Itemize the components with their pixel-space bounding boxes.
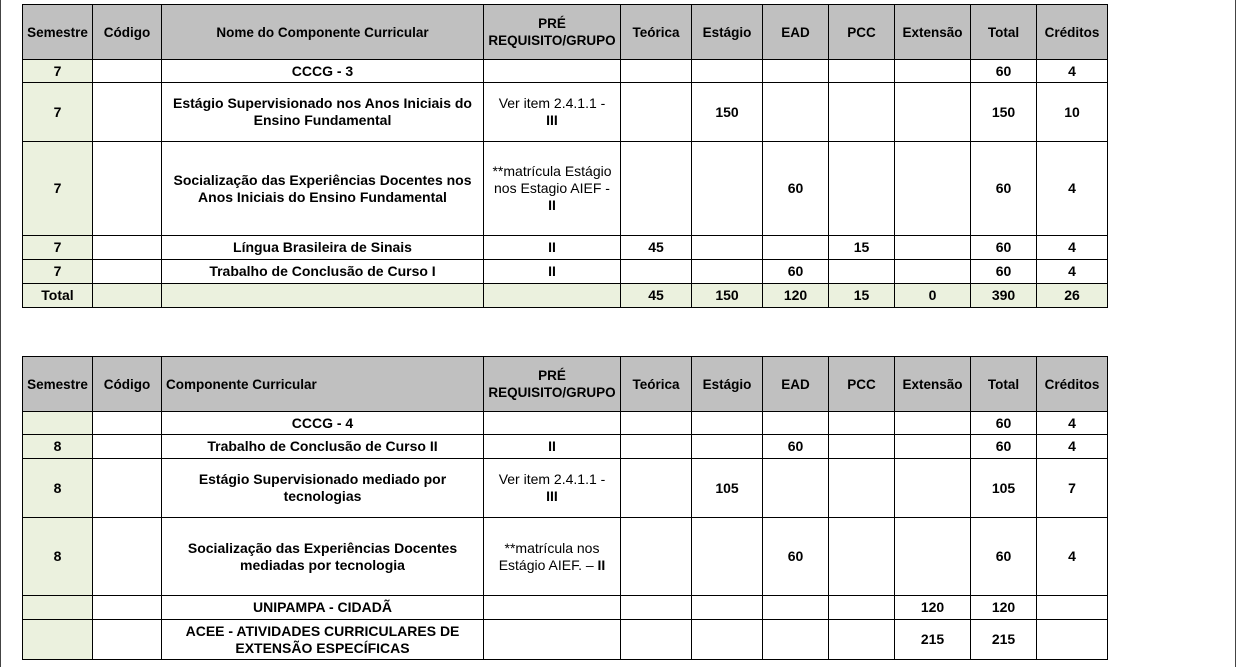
cell-componente: Estágio Supervisionado nos Anos Iniciais do Ensino Fundamental [162,83,484,142]
cell-semestre: 7 [23,83,93,142]
cell-codigo [93,412,162,435]
header-teorica: Teórica [621,357,692,412]
cell-componente: Estágio Supervisionado mediado por tecnologias [162,459,484,518]
cell-creditos: 4 [1037,142,1108,236]
cell-pcc [829,412,895,435]
cell-estagio [692,435,763,459]
cell-ead [763,83,829,142]
pre-requisito-grupo: III [546,112,558,128]
cell-componente: Trabalho de Conclusão de Curso II [162,435,484,459]
cell-codigo [93,260,162,284]
header-ead: EAD [763,357,829,412]
cell-total: 60 [971,435,1037,459]
table-row [23,518,1108,596]
cell-creditos [1037,596,1108,620]
cell-teorica [621,60,692,83]
cell-pcc [829,596,895,620]
table-row [23,236,1108,260]
cell-pcc: 15 [829,236,895,260]
cell-codigo [93,236,162,260]
table-row [23,620,1108,660]
cell-semestre [23,412,93,435]
header-estagio: Estágio [692,5,763,60]
header-pcc: PCC [829,5,895,60]
cell-teorica [621,459,692,518]
cell-ead: 60 [763,260,829,284]
cell-total: 60 [971,412,1037,435]
cell-creditos [1037,620,1108,660]
cell-pre-requisito [484,596,621,620]
header-pcc: PCC [829,357,895,412]
cell-componente: ACEE - ATIVIDADES CURRICULARES DE EXTENSÃO ESPECÍFICAS [162,620,484,660]
cell-codigo [93,83,162,142]
cell-extensao [895,142,971,236]
cell-pre-requisito [484,459,621,518]
cell-estagio [692,620,763,660]
cell-componente: CCCG - 4 [162,412,484,435]
pre-requisito-grupo: III [546,488,558,504]
cell-teorica [621,596,692,620]
cell-creditos: 4 [1037,412,1108,435]
header-teorica: Teórica [621,5,692,60]
cell-codigo [93,459,162,518]
cell-total: 60 [971,60,1037,83]
cell-ead [763,60,829,83]
total-total: 390 [971,284,1037,308]
cell-pre-requisito [484,412,621,435]
curriculum-table-semester-7 [22,4,1108,308]
curriculum-table-semester-8 [22,356,1108,660]
header-codigo: Código [93,5,162,60]
cell-total: 215 [971,620,1037,660]
cell-total: 60 [971,518,1037,596]
cell-componente [162,284,484,308]
header-ead: EAD [763,5,829,60]
pre-requisito-text: Ver item 2.4.1.1 - [498,471,606,487]
cell-semestre: 7 [23,60,93,83]
cell-pcc [829,518,895,596]
total-creditos: 26 [1037,284,1108,308]
cell-extensao [895,435,971,459]
cell-extensao [895,236,971,260]
cell-pcc [829,260,895,284]
cell-semestre: 7 [23,260,93,284]
cell-pre-requisito [484,60,621,83]
cell-pre-requisito: II [484,236,621,260]
cell-estagio [692,236,763,260]
table-row [23,459,1108,518]
total-extensao: 0 [895,284,971,308]
cell-semestre: 8 [23,435,93,459]
cell-creditos: 7 [1037,459,1108,518]
table-row [23,60,1108,83]
pre-requisito-text: **matrícula Estágio nos Estagio AIEF - [492,163,612,196]
header-semestre: Semestre [23,357,93,412]
header-pre-requisito: PRÉ REQUISITO/GRUPO [484,5,621,60]
table-row [23,435,1108,459]
table-row [23,142,1108,236]
cell-pcc [829,459,895,518]
cell-componente: Língua Brasileira de Sinais [162,236,484,260]
header-extensao: Extensão [895,5,971,60]
cell-teorica [621,412,692,435]
cell-pre-requisito [484,518,621,596]
cell-ead [763,620,829,660]
cell-creditos: 4 [1037,236,1108,260]
cell-extensao: 215 [895,620,971,660]
header-estagio: Estágio [692,357,763,412]
table-header [23,5,1108,60]
cell-total: 60 [971,260,1037,284]
header-creditos: Créditos [1037,5,1108,60]
cell-estagio [692,60,763,83]
header-total: Total [971,357,1037,412]
cell-teorica [621,620,692,660]
table-header [23,357,1108,412]
cell-extensao [895,60,971,83]
cell-pcc [829,60,895,83]
cell-ead: 60 [763,518,829,596]
cell-creditos: 4 [1037,518,1108,596]
cell-pcc [829,620,895,660]
cell-pcc [829,142,895,236]
cell-total: 60 [971,142,1037,236]
total-label: Total [23,284,93,308]
cell-creditos: 4 [1037,260,1108,284]
header-total: Total [971,5,1037,60]
cell-extensao [895,260,971,284]
cell-extensao [895,518,971,596]
cell-codigo [93,284,162,308]
cell-ead [763,459,829,518]
cell-codigo [93,60,162,83]
pre-requisito-text: Ver item 2.4.1.1 - [498,95,606,111]
cell-estagio [692,142,763,236]
cell-componente: Socialização das Experiências Docentes nos Anos Iniciais do Ensino Fundamental [162,142,484,236]
total-estagio: 150 [692,284,763,308]
cell-pre-requisito [484,620,621,660]
cell-estagio: 105 [692,459,763,518]
table-row [23,260,1108,284]
pre-requisito-text: **matrícula nos Estágio AIEF. – [498,539,600,573]
cell-pre-requisito [484,83,621,142]
cell-pcc [829,435,895,459]
cell-semestre [23,596,93,620]
cell-semestre: 8 [23,459,93,518]
cell-codigo [93,620,162,660]
cell-codigo [93,596,162,620]
cell-estagio [692,412,763,435]
pre-requisito-grupo: II [597,556,606,573]
cell-extensao [895,459,971,518]
table-row [23,83,1108,142]
cell-semestre: 7 [23,142,93,236]
header-pre-requisito: PRÉ REQUISITO/GRUPO [484,357,621,412]
cell-teorica [621,518,692,596]
cell-creditos: 10 [1037,83,1108,142]
header-semestre: Semestre [23,5,93,60]
total-teorica: 45 [621,284,692,308]
cell-total: 105 [971,459,1037,518]
cell-total: 60 [971,236,1037,260]
cell-estagio [692,518,763,596]
cell-estagio: 150 [692,83,763,142]
cell-teorica [621,435,692,459]
cell-ead [763,412,829,435]
page-border-right [1235,0,1236,667]
cell-codigo [93,435,162,459]
cell-extensao [895,412,971,435]
cell-teorica [621,260,692,284]
cell-semestre: 7 [23,236,93,260]
cell-creditos: 4 [1037,60,1108,83]
cell-codigo [93,142,162,236]
cell-ead [763,236,829,260]
cell-total: 120 [971,596,1037,620]
total-ead: 120 [763,284,829,308]
table-row [23,596,1108,620]
header-creditos: Créditos [1037,357,1108,412]
cell-creditos: 4 [1037,435,1108,459]
cell-componente: CCCG - 3 [162,60,484,83]
cell-estagio [692,260,763,284]
cell-pre-requisito [484,284,621,308]
pre-requisito-grupo: II [548,197,556,213]
cell-componente: UNIPAMPA - CIDADÃ [162,596,484,620]
header-codigo: Código [93,357,162,412]
cell-ead: 60 [763,142,829,236]
header-componente: Componente Curricular [162,357,484,412]
cell-semestre: 8 [23,518,93,596]
cell-semestre [23,620,93,660]
total-row [23,284,1108,308]
total-pcc: 15 [829,284,895,308]
cell-teorica: 45 [621,236,692,260]
header-componente: Nome do Componente Curricular [162,5,484,60]
cell-ead [763,596,829,620]
page-border-left [0,0,1,667]
cell-total: 150 [971,83,1037,142]
table-row [23,412,1108,435]
cell-pre-requisito: II [484,260,621,284]
cell-teorica [621,83,692,142]
cell-ead: 60 [763,435,829,459]
cell-extensao: 120 [895,596,971,620]
cell-extensao [895,83,971,142]
cell-componente: Trabalho de Conclusão de Curso I [162,260,484,284]
header-extensao: Extensão [895,357,971,412]
cell-codigo [93,518,162,596]
cell-componente: Socialização das Experiências Docentes mediadas por tecnologia [162,518,484,596]
cell-teorica [621,142,692,236]
cell-estagio [692,596,763,620]
cell-pre-requisito: II [484,435,621,459]
cell-pcc [829,83,895,142]
cell-pre-requisito [484,142,621,236]
